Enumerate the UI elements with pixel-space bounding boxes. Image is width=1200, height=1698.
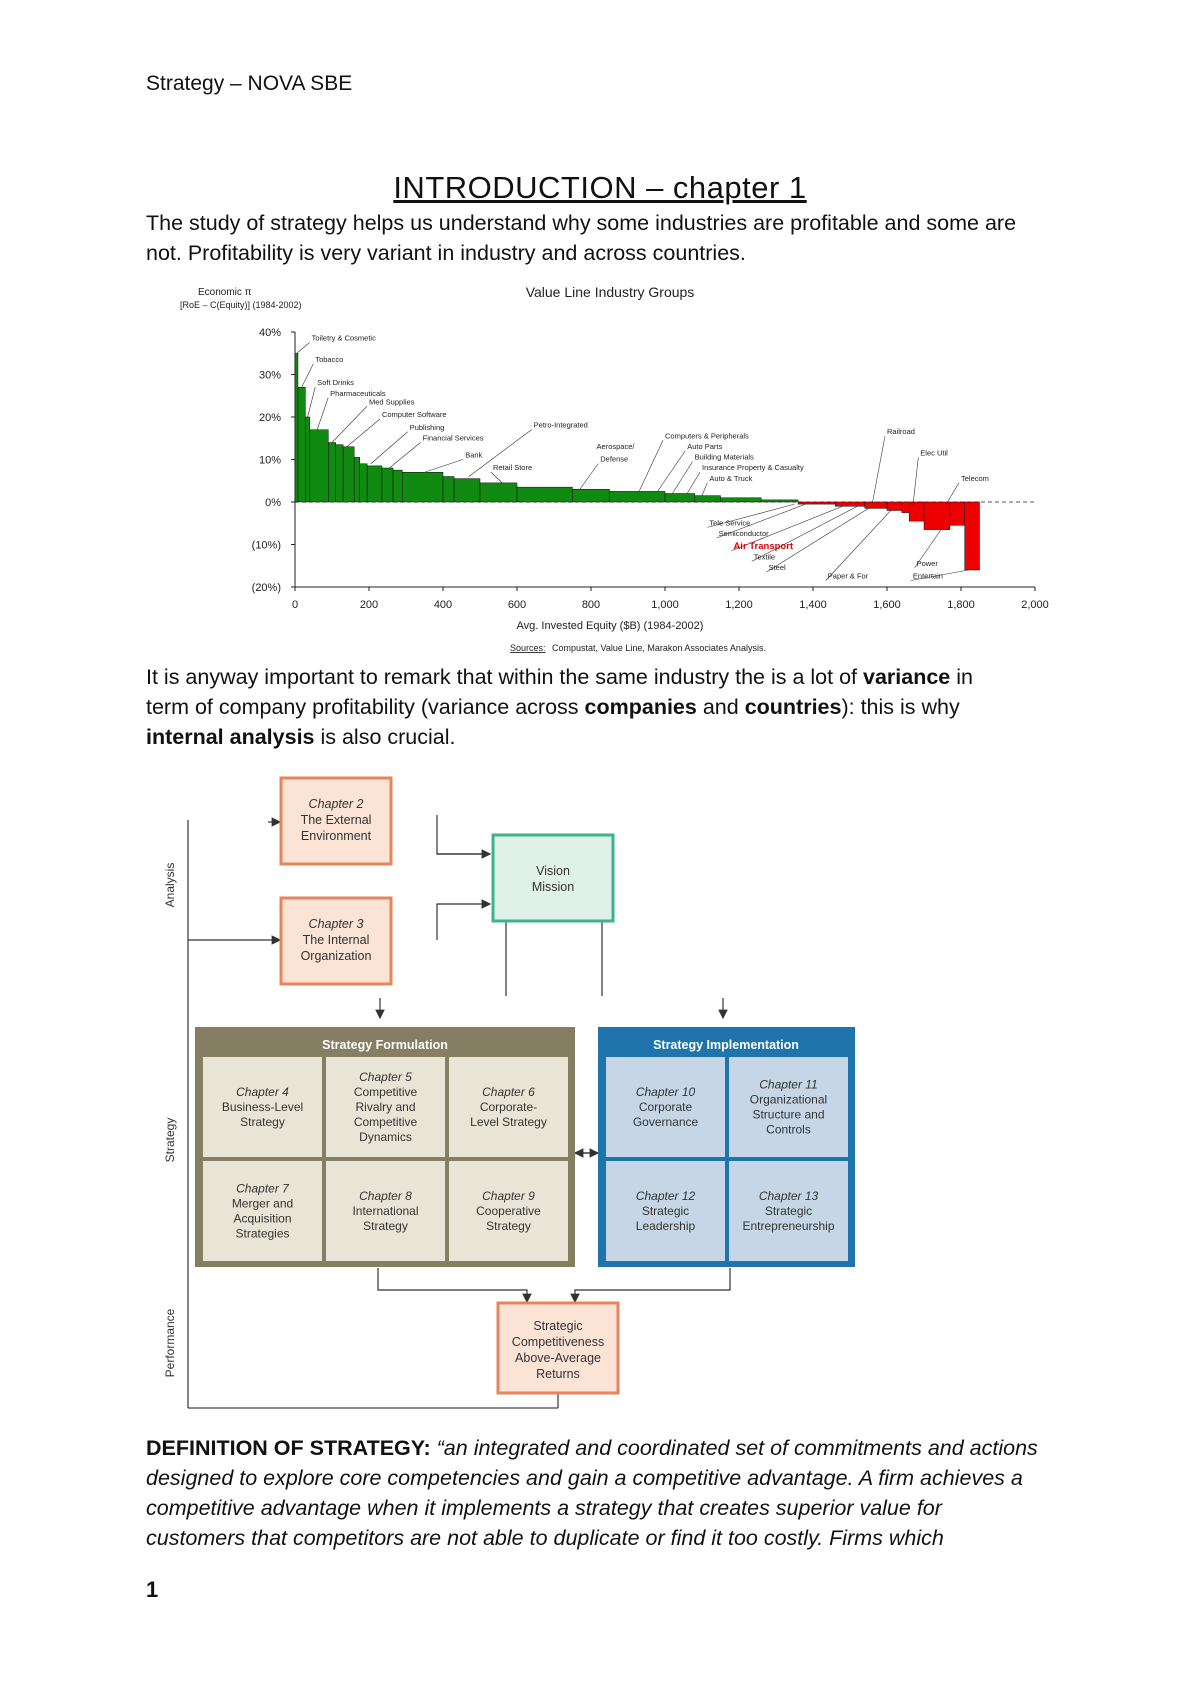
chart-bar bbox=[443, 477, 454, 503]
text-run: ): this is why bbox=[841, 695, 960, 719]
chapter-cell bbox=[326, 1161, 445, 1261]
cell-text: Business-Level bbox=[221, 1100, 304, 1114]
cell-text: Chapter 8 bbox=[359, 1189, 412, 1203]
x-tick-label: 800 bbox=[581, 599, 601, 611]
annotation-leader bbox=[580, 464, 598, 490]
cell-text: Chapter 11 bbox=[759, 1077, 818, 1092]
y-axis-subtitle: [RoE – C(Equity)] (1984-2002) bbox=[180, 300, 302, 310]
chart-bar bbox=[402, 472, 443, 502]
annotation-leader bbox=[347, 419, 380, 447]
bold-companies: companies bbox=[584, 695, 697, 719]
box-text: Vision bbox=[536, 864, 570, 878]
connector bbox=[575, 1268, 730, 1302]
chart-bar bbox=[902, 502, 909, 513]
annotation-label: Computers & Peripherals bbox=[665, 431, 749, 441]
text-run: is also crucial. bbox=[314, 725, 456, 749]
chapter-cell bbox=[203, 1161, 322, 1261]
annotation-leader bbox=[702, 483, 707, 496]
annotation-label: Air Transport bbox=[733, 540, 794, 552]
text-run: It is anyway important to remark that within the same industry the is a lot of bbox=[146, 665, 863, 689]
chart-bar bbox=[887, 502, 902, 511]
annotation-label: Bank bbox=[465, 450, 483, 460]
chart-bar bbox=[310, 430, 329, 502]
source-label: Sources: bbox=[510, 643, 546, 653]
annotation-label: Power bbox=[916, 558, 938, 568]
annotation-label: Textile bbox=[753, 552, 776, 562]
text-run: customers that competitors are not able to duplicate or find it too costly. Firms which bbox=[146, 1526, 944, 1550]
implementation-title: Strategy Implementation bbox=[653, 1038, 799, 1052]
annotation-leader bbox=[687, 472, 700, 493]
cell-text: Strategy bbox=[240, 1115, 285, 1129]
analysis-label: Analysis bbox=[163, 862, 177, 908]
annotation-leader bbox=[639, 440, 663, 491]
annotation-label: Auto Parts bbox=[687, 441, 723, 451]
bold-variance: variance bbox=[862, 665, 951, 689]
annotation-label: Paper & For bbox=[827, 571, 869, 581]
cell-text: Controls bbox=[766, 1122, 811, 1137]
cell-text: Chapter 9 bbox=[482, 1189, 535, 1203]
x-tick-label: 200 bbox=[359, 599, 379, 611]
strategy-label: Strategy bbox=[163, 1117, 177, 1163]
cell-text: Strategic bbox=[764, 1204, 813, 1218]
chart-bar bbox=[798, 502, 835, 504]
cell-text: Chapter 6 bbox=[482, 1085, 535, 1099]
page-header: Strategy – NOVA SBE bbox=[146, 72, 353, 95]
cell-text: Merger and bbox=[231, 1196, 294, 1211]
cell-text: Strategies bbox=[235, 1226, 290, 1241]
cell-text: Cooperative bbox=[476, 1204, 541, 1218]
chart-bar bbox=[454, 479, 480, 502]
x-tick-label: 400 bbox=[433, 599, 453, 611]
chart-bar bbox=[295, 353, 298, 502]
cell-text: Chapter 7 bbox=[236, 1181, 289, 1196]
cell-text: Chapter 10 bbox=[635, 1085, 696, 1099]
annotation-leader bbox=[913, 457, 918, 506]
chart-bar bbox=[665, 494, 695, 503]
text-run: in bbox=[950, 665, 973, 689]
cell-text: Acquisition bbox=[233, 1211, 292, 1226]
annotation-leader bbox=[672, 462, 692, 494]
page-title: INTRODUCTION – chapter 1 bbox=[393, 170, 807, 205]
box-text: The Internal bbox=[302, 933, 370, 947]
box-text: Strategic bbox=[533, 1319, 583, 1333]
annotation-label: Telecom bbox=[961, 473, 989, 483]
cell-text: Strategic bbox=[641, 1204, 690, 1218]
chart-bar bbox=[354, 457, 360, 502]
chart-bar bbox=[382, 468, 393, 502]
industry-profitability-chart bbox=[170, 280, 1050, 660]
text-run: “an integrated and coordinated set of commitments and actions bbox=[436, 1436, 1038, 1460]
chapter-cell bbox=[326, 1057, 445, 1157]
chart-bar bbox=[305, 417, 309, 502]
chart-title: Value Line Industry Groups bbox=[525, 284, 695, 300]
chart-bar bbox=[924, 502, 950, 530]
cell-text: Chapter 4 bbox=[236, 1085, 289, 1099]
cell-text: Governance bbox=[632, 1115, 699, 1129]
annotation-label: Petro-Integrated bbox=[533, 420, 588, 430]
annotation-leader bbox=[332, 406, 367, 442]
y-tick-label: 0% bbox=[265, 497, 281, 509]
annotation-label: Computer Software bbox=[381, 410, 447, 419]
annotation-label: Defense bbox=[600, 454, 629, 464]
cell-text: Corporate- bbox=[479, 1100, 538, 1114]
x-tick-label: 600 bbox=[507, 599, 527, 611]
chart-bar bbox=[761, 500, 798, 502]
y-tick-label: 20% bbox=[258, 412, 281, 424]
definition-lead: DEFINITION OF STRATEGY: bbox=[146, 1436, 437, 1460]
cell-text: Structure and bbox=[752, 1107, 825, 1122]
annotation-label: Entertain bbox=[912, 571, 943, 581]
chart-bar bbox=[573, 489, 610, 502]
intro-paragraph bbox=[146, 208, 1066, 268]
chapter-cell bbox=[449, 1057, 568, 1157]
annotation-leader bbox=[491, 472, 502, 483]
page-number: 1 bbox=[146, 1577, 159, 1602]
connector bbox=[437, 815, 490, 854]
annotation-label: Soft Drinks bbox=[317, 378, 354, 388]
y-axis-title: Economic π bbox=[198, 287, 252, 298]
annotation-label: Tobacco bbox=[315, 354, 344, 364]
connector bbox=[378, 1268, 527, 1302]
text-run: term of company profitability (variance across bbox=[146, 695, 585, 719]
x-tick-label: 0 bbox=[291, 599, 299, 611]
annotation-label: Tele Service bbox=[709, 518, 751, 528]
annotation-leader bbox=[317, 398, 328, 430]
chapter-cell bbox=[606, 1161, 725, 1261]
box-text: The External bbox=[300, 813, 372, 827]
cell-text: Competitive bbox=[353, 1115, 418, 1129]
chart-bar bbox=[336, 445, 343, 502]
bold-countries: countries bbox=[744, 695, 842, 719]
y-tick-label: 10% bbox=[258, 454, 281, 467]
y-tick-label: 30% bbox=[258, 369, 281, 382]
annotation-leader bbox=[371, 432, 408, 464]
intro-line-1: The study of strategy helps us understand why some industries are profitable and some are bbox=[146, 211, 1017, 235]
chart-bar bbox=[480, 483, 517, 502]
performance-label: Performance bbox=[163, 1308, 177, 1378]
chapter-cell bbox=[729, 1161, 848, 1261]
chart-bar bbox=[695, 496, 721, 502]
variance-paragraph bbox=[146, 662, 1066, 752]
chapter-cell bbox=[449, 1161, 568, 1261]
annotation-leader bbox=[425, 459, 464, 472]
box-text: Chapter 2 bbox=[308, 797, 364, 811]
y-tick-label: (10%) bbox=[251, 539, 281, 552]
cell-text: Level Strategy bbox=[470, 1115, 547, 1129]
chart-bar bbox=[343, 447, 354, 502]
box-text: Returns bbox=[536, 1367, 580, 1381]
x-tick-label: 1,800 bbox=[947, 599, 975, 611]
chart-bar bbox=[950, 502, 965, 525]
x-tick-label: 1,400 bbox=[799, 599, 827, 611]
cell-text: Organizational bbox=[749, 1092, 828, 1107]
box-text: Competitiveness bbox=[511, 1335, 605, 1349]
box-text: Organization bbox=[300, 949, 372, 963]
annotation-label: Financial Services bbox=[422, 433, 484, 443]
cell-text: International bbox=[352, 1204, 419, 1218]
chart-bar bbox=[965, 502, 980, 570]
cell-text: Leadership bbox=[635, 1219, 696, 1233]
cell-text: Chapter 5 bbox=[359, 1070, 412, 1084]
annotation-label: Auto & Truck bbox=[709, 473, 753, 483]
chapter-3-box bbox=[281, 898, 391, 984]
cell-text: Competitive bbox=[353, 1085, 418, 1099]
box-text: Mission bbox=[531, 880, 575, 894]
annotation-label: Retail Store bbox=[492, 463, 533, 473]
box-text: Above-Average bbox=[515, 1351, 601, 1365]
chapter-cell bbox=[729, 1057, 848, 1157]
chart-bar bbox=[360, 464, 367, 502]
annotation-label: Elec Util bbox=[920, 448, 948, 458]
x-tick-label: 1,200 bbox=[725, 599, 753, 611]
chart-bar bbox=[865, 502, 887, 508]
strategy-formulation-panel bbox=[195, 1027, 575, 1267]
intro-line-2: not. Profitability is very variant in industry and across countries. bbox=[146, 241, 746, 265]
annotation-label: Toiletry & Cosmetic bbox=[311, 333, 376, 343]
annotation-leader bbox=[389, 442, 420, 468]
cell-text: Strategy bbox=[363, 1219, 408, 1233]
annotation-label: Steel bbox=[768, 563, 786, 572]
chapter-cell bbox=[203, 1057, 322, 1157]
y-tick-label: (20%) bbox=[251, 582, 281, 594]
chart-bar bbox=[367, 466, 382, 502]
chart-bar bbox=[328, 443, 335, 503]
strategic-management-process-diagram bbox=[150, 770, 870, 1420]
annotation-leader bbox=[297, 343, 310, 354]
chart-bar bbox=[517, 487, 573, 502]
annotation-leader bbox=[302, 364, 314, 388]
x-tick-label: 2,000 bbox=[1021, 599, 1049, 611]
formulation-title: Strategy Formulation bbox=[322, 1038, 448, 1052]
annotation-leader bbox=[308, 387, 316, 417]
cell-text: Strategy bbox=[486, 1219, 531, 1233]
annotation-label: Building Materials bbox=[694, 452, 754, 462]
annotation-label: Railroad bbox=[887, 427, 915, 436]
text-run: and bbox=[696, 695, 745, 719]
annotation-leader bbox=[826, 511, 891, 581]
vision-mission-box bbox=[493, 835, 613, 921]
x-axis-title: Avg. Invested Equity ($B) (1984-2002) bbox=[516, 620, 704, 632]
chapter-2-box bbox=[281, 778, 391, 864]
x-tick-label: 1,600 bbox=[873, 599, 901, 611]
annotation-leader bbox=[946, 483, 959, 504]
box-text: Environment bbox=[300, 829, 372, 843]
cell-text: Dynamics bbox=[359, 1130, 412, 1144]
annotation-label: Pharmaceuticals bbox=[330, 388, 386, 398]
chapter-cell bbox=[606, 1057, 725, 1157]
cell-text: Entrepreneurship bbox=[742, 1219, 835, 1233]
strategy-implementation-panel bbox=[598, 1027, 855, 1267]
strategic-competitiveness-box bbox=[498, 1303, 618, 1393]
connector bbox=[437, 904, 490, 940]
chart-bar bbox=[909, 502, 924, 521]
annotation-label: Insurance Property & Casualty bbox=[702, 463, 804, 473]
chart-bar bbox=[610, 491, 666, 502]
chart-bar bbox=[835, 502, 865, 506]
annotation-label: Aerospace/ bbox=[596, 441, 635, 451]
bold-internal-analysis: internal analysis bbox=[146, 725, 315, 749]
cell-text: Chapter 13 bbox=[758, 1189, 819, 1203]
text-run: designed to explore core competencies and gain a competitive advantage. A firm achieves a bbox=[146, 1466, 1023, 1490]
chart-bar bbox=[298, 387, 305, 502]
annotation-label: Med Supplies bbox=[369, 397, 415, 407]
definition-paragraph bbox=[146, 1433, 1066, 1553]
chart-bar bbox=[721, 498, 762, 502]
source-text: Compustat, Value Line, Marakon Associates Analysis. bbox=[552, 643, 766, 653]
annotation-label: Semiconductor bbox=[718, 529, 769, 538]
box-text: Chapter 3 bbox=[308, 917, 364, 931]
cell-text: Chapter 12 bbox=[635, 1189, 696, 1203]
chart-bar bbox=[393, 470, 402, 502]
text-run: competitive advantage when it implements a strategy that creates superior value for bbox=[146, 1496, 942, 1520]
cell-text: Corporate bbox=[638, 1100, 693, 1114]
annotation-leader bbox=[658, 451, 686, 492]
x-tick-label: 1,000 bbox=[651, 599, 679, 611]
annotation-leader bbox=[872, 436, 885, 504]
annotation-label: Publishing bbox=[409, 422, 445, 432]
y-tick-label: 40% bbox=[258, 327, 281, 339]
cell-text: Rivalry and bbox=[355, 1100, 416, 1114]
